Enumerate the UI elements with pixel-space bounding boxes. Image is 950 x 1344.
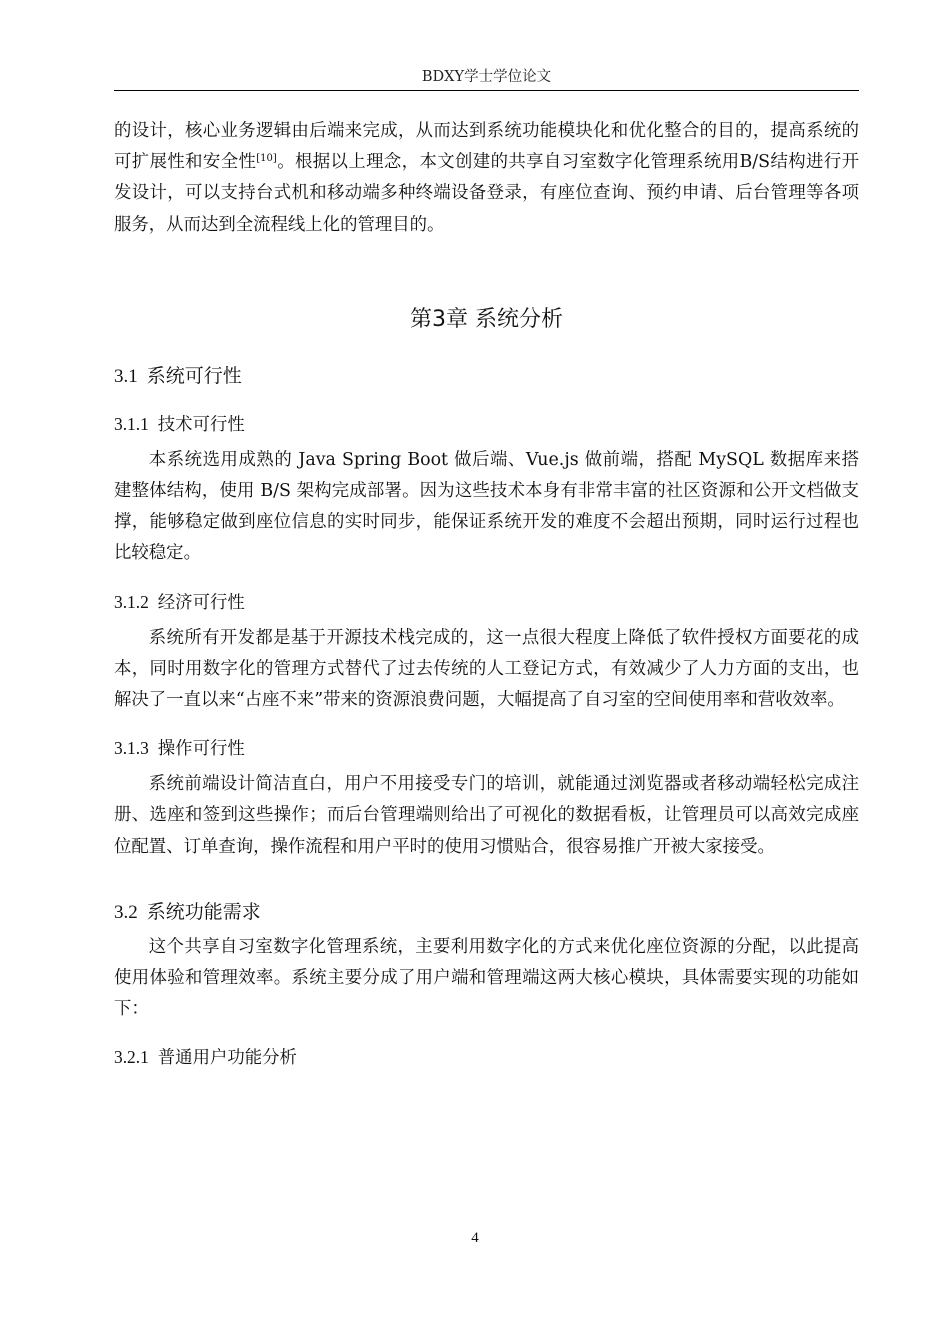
section-number: 3.1 xyxy=(114,365,138,387)
subsection-number: 3.1.2 xyxy=(114,591,149,612)
subsection-number: 3.1.1 xyxy=(114,413,149,434)
paragraph-3-1-2: 系统所有开发都是基于开源技术栈完成的，这一点很大程度上降低了软件授权方面要花的成本，同时用数字化的管理方式替代了过去传统的人工登记方式，有效减少了人力方面的支出，也解决了一直以来“占座不来”带来的资源浪费问题，大幅提高了自习室的空间使用率和营收效率。 xyxy=(114,627,859,711)
section-heading-3-1 xyxy=(114,361,859,392)
subsection-title: 经济可行性 xyxy=(157,592,245,613)
subsection-number: 3.1.3 xyxy=(114,738,149,759)
paragraph-3-1-3: 系统前端设计简洁直白，用户不用接受专门的培训，就能通过浏览器或者移动端轻松完成注册、选座和签到这些操作；而后台管理端则给出了可视化的数据看板，让管理员可以高效完成座位配置、订单查询，操作流程和用户平时的使用习惯贴合，很容易推广开被大家接受。 xyxy=(114,774,859,857)
section-number: 3.2 xyxy=(114,901,138,923)
subsection-title: 技术可行性 xyxy=(157,414,245,435)
chapter-title: 第3章 系统分析 xyxy=(410,306,563,332)
subsection-heading-3-1-3 xyxy=(114,734,859,763)
section-title: 系统可行性 xyxy=(146,364,242,387)
subsection-title: 操作可行性 xyxy=(157,739,245,760)
subsection-heading-3-1-2 xyxy=(114,588,859,617)
paragraph-3-2: 这个共享自习室数字化管理系统，主要利用数字化的方式来优化座位资源的分配，以此提高使用体验和管理效率。系统主要分成了用户端和管理端这两大核心模块，具体需要实现的功能如下： xyxy=(114,936,859,1020)
section-heading-3-2 xyxy=(114,897,859,928)
subsection-heading-3-1-1 xyxy=(114,410,859,439)
page-content xyxy=(114,116,859,1078)
citation-ref: [10] xyxy=(256,153,277,165)
page-number: 4 xyxy=(471,1230,479,1246)
page-footer xyxy=(0,1230,950,1247)
paragraph-3-1-1: 本系统选用成熟的 Java Spring Boot 做后端、Vue.js 做前端，搭配 MySQL 数据库来搭建整体结构，使用 B/S 架构完成部署。因为这些技术本身有非常丰富的社区资源和公开文档做支撑，能够稳定做到座位信息的实时同步，能保证系统开发的难度不会超出预期，同时运行过程也比较稳定。 xyxy=(114,449,859,564)
subsection-title: 普通用户功能分析 xyxy=(157,1048,297,1069)
header-title: BDXY学士学位论文 xyxy=(421,69,552,85)
section-title: 系统功能需求 xyxy=(146,900,261,923)
intro-text-after-ref: 。根据以上理念，本文创建的共享自习室数字化管理系统用B/S结构进行开发设计，可以支持台式机和移动端多种终端设备登录，有座位查询、预约申请、后台管理等各项服务，从而达到全流程线上化的管理目的。 xyxy=(114,152,859,235)
subsection-number: 3.2.1 xyxy=(114,1047,149,1068)
page-header xyxy=(114,64,859,91)
intro-text-before-ref: 的设计，核心业务逻辑由后端来完成，从而达到系统功能模块化和优化整合的目的，提高系统的可扩展性和安全性 xyxy=(114,121,859,173)
intro-paragraph xyxy=(114,116,859,241)
subsection-heading-3-2-1 xyxy=(114,1043,859,1072)
